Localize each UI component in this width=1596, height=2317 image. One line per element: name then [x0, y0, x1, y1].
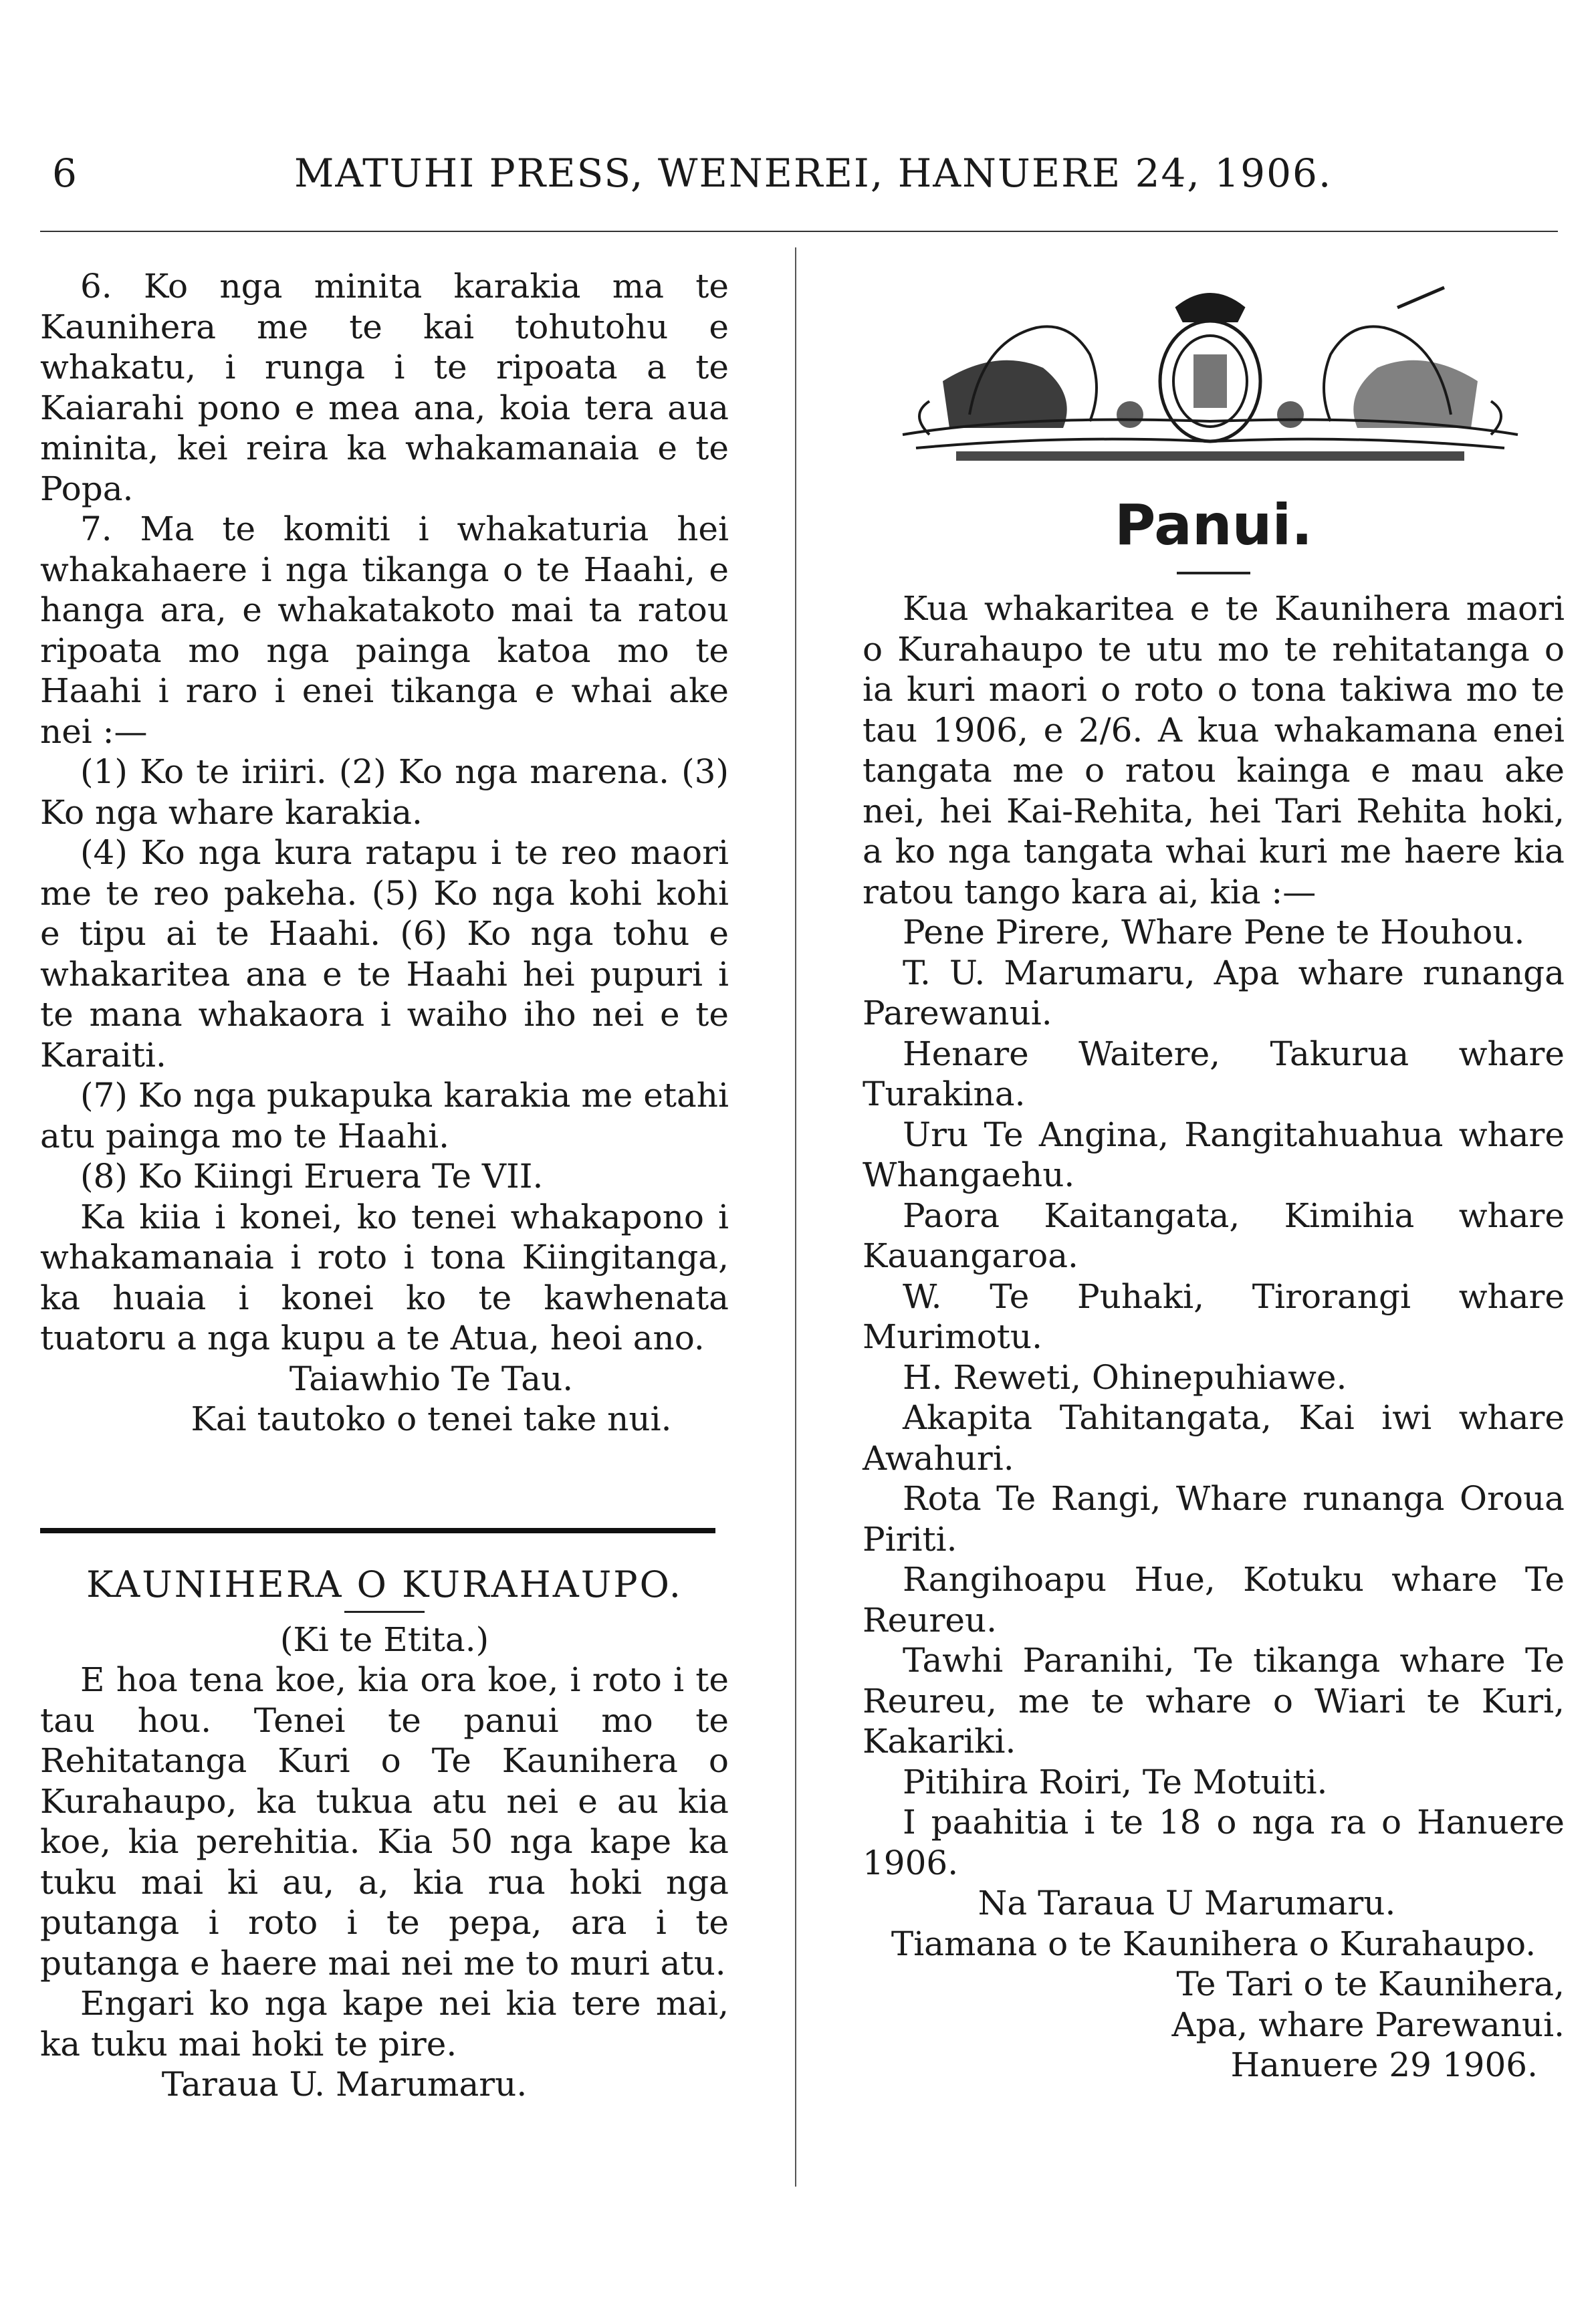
notice-title-rule	[1177, 572, 1250, 574]
letter-section	[40, 1565, 729, 2105]
registrar-entry: Henare Waitere, Takurua whare Turakina.	[863, 1034, 1565, 1113]
registrar-entry: H. Reweti, Ohinepuhiawe.	[903, 1357, 1347, 1397]
notice-body	[863, 588, 1565, 2086]
article-paragraph: (8) Ko Kiingi Eruera Te VII.	[80, 1157, 544, 1196]
notice-signature-role: Tiamana o te Kaunihera o Kurahaupo.	[891, 1924, 1536, 1963]
notice-published-date: I paahitia i te 18 o nga ra o Hanuere 1906.	[863, 1803, 1565, 1882]
article-paragraph: 6. Ko nga minita karakia ma te Kaunihera me te kai tohutohu e whakatu, i runga i te ripoata a te Kaiarahi pono e mea ana, koia tera aua minita, kei reira ka whakamanaia e te Popa.	[40, 267, 729, 508]
article-paragraph: (7) Ko nga pukapuka karakia me etahi atu painga mo te Haahi.	[40, 1076, 729, 1155]
registrar-entry: Akapita Tahitangata, Kai iwi whare Awahuri.	[863, 1398, 1565, 1478]
title-rule	[344, 1611, 425, 1613]
letter-subtitle: (Ki te Etita.)	[279, 1620, 489, 1659]
registrar-entry: T. U. Marumaru, Apa whare runanga Parewanui.	[863, 953, 1565, 1032]
registrar-entry: Paora Kaitangata, Kimihia whare Kauangaroa.	[863, 1196, 1565, 1275]
notice-office: Te Tari o te Kaunihera,	[1176, 1965, 1565, 2003]
page-number: 6	[52, 150, 78, 196]
article-paragraph: (4) Ko nga kura ratapu i te reo maori me te reo pakeha. (5) Ko nga kohi kohi e tipu ai te Haahi. (6) Ko nga tohu e whakaritea ana e te Haahi hei pupuri i te mana whakaora i waiho iho nei e te Karaiti.	[40, 833, 729, 1075]
header-rule	[40, 231, 1558, 232]
registrar-entry: Tawhi Paranihi, Te tikanga whare Te Reureu, me te whare o Wiari te Kuri, Kakariki.	[863, 1641, 1565, 1761]
section-divider	[40, 1528, 715, 1533]
article-paragraph: Ka kiia i konei, ko tenei whakapono i whakamanaia i roto i tona Kiingitanga, ka huaia i konei ko te kawhenata tuatoru a nga kupu a te Atua, heoi ano.	[40, 1197, 729, 1357]
registrar-entry: W. Te Puhaki, Tirorangi whare Murimotu.	[863, 1277, 1565, 1356]
notice-title: Panui.	[1114, 492, 1313, 558]
article-continuation	[40, 266, 729, 1440]
page-header	[40, 150, 1551, 204]
notice-intro: Kua whakaritea e te Kaunihera maori o Kurahaupo te utu mo te rehitatanga o ia kuri maori o roto o tona takiwa mo te tau 1906, e 2/6. A kua whakamana enei tangata me o ratou kainga e mau ake nei, hei Kai-Rehita, hei Tari Rehita hoki, a ko nga tangata whai kuri me haere kia ratou tango kara ai, kia :—	[863, 589, 1565, 911]
letter-paragraph: Engari ko nga kape nei kia tere mai, ka tuku mai hoki te pire.	[40, 1984, 729, 2064]
registrar-entry: Pene Pirere, Whare Pene te Houhou.	[903, 913, 1525, 952]
registrar-entry: Rota Te Rangi, Whare runanga Oroua Piriti.	[863, 1479, 1565, 1559]
royal-coat-of-arms-icon	[889, 281, 1531, 481]
letter-paragraph: E hoa tena koe, kia ora koe, i roto i te tau hou. Tenei te panui mo te Rehitatanga Kuri o Te Kaunihera o Kurahaupo, ka tukua atu nei e au kia koe, kia perehitia. Kia 50 nga kape ka tuku mai ki au, a, kia rua hoki nga putanga i roto i te pepa, ara i te putanga e haere mai nei me to muri atu.	[40, 1660, 729, 1983]
notice-signed-date: Hanuere 29 1906.	[1230, 2046, 1538, 2084]
notice-signature: Na Taraua U Marumaru.	[978, 1884, 1396, 1922]
registrar-entry: Rangihoapu Hue, Kotuku whare Te Reureu.	[863, 1560, 1565, 1640]
registrar-entry: Pitihira Roiri, Te Motuiti.	[903, 1762, 1328, 1801]
article-signature-role: Kai tautoko o tenei take nui.	[191, 1400, 672, 1438]
letter-title: KAUNIHERA O KURAHAUPO.	[86, 1563, 683, 1606]
article-signature: Taiawhio Te Tau.	[289, 1359, 574, 1398]
column-divider	[795, 247, 796, 2187]
article-paragraph: 7. Ma te komiti i whakaturia hei whakahaere i nga tikanga o te Haahi, e hanga ara, e whakatakoto mai ta ratou ripoata mo nga painga katoa mo te Haahi i raro i enei tikanga e whai ake nei :—	[40, 510, 729, 751]
registrar-entry: Uru Te Angina, Rangitahuahua whare Whangaehu.	[863, 1115, 1565, 1194]
article-paragraph: (1) Ko te iriiri. (2) Ko nga marena. (3) Ko nga whare karakia.	[40, 752, 729, 832]
letter-signature: Taraua U. Marumaru.	[161, 2065, 528, 2104]
newspaper-header-title: MATUHI PRESS, WENEREI, HANUERE 24, 1906.	[294, 150, 1333, 196]
notice-address: Apa, whare Parewanui.	[1171, 2005, 1565, 2044]
